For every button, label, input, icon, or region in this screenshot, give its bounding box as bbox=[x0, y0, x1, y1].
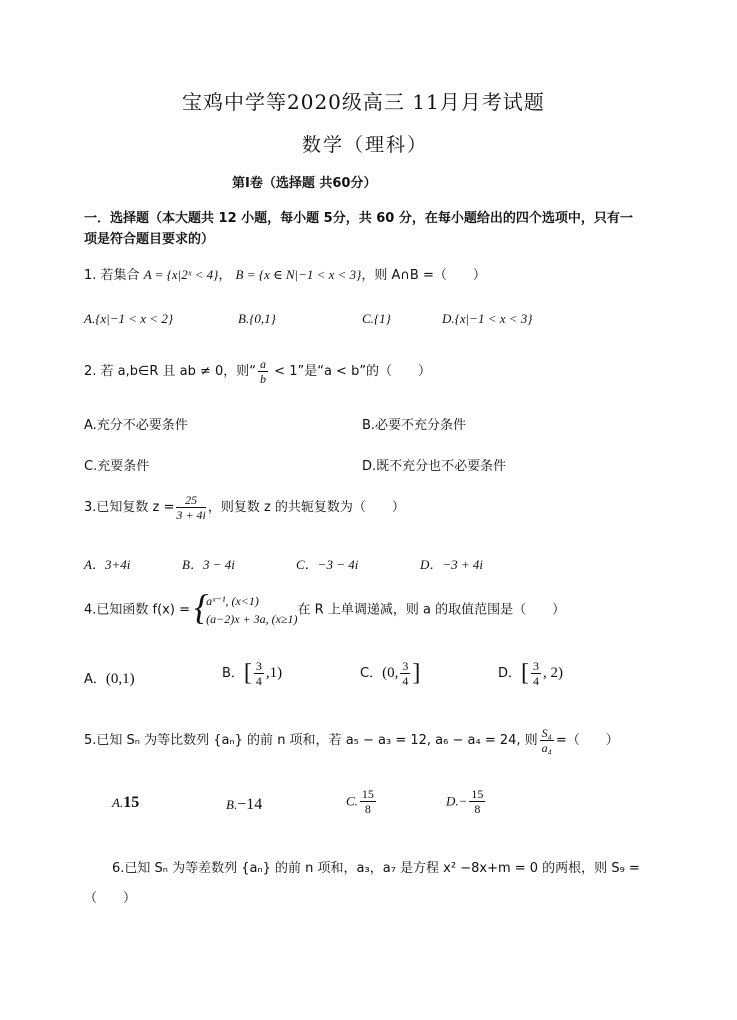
question-text-end: =（ ） bbox=[555, 733, 619, 748]
denominator: 8 bbox=[474, 802, 481, 816]
numerator: 3 bbox=[255, 659, 262, 673]
denominator: 3 + 4i bbox=[176, 508, 206, 522]
option-label: C． bbox=[360, 666, 383, 681]
denominator: a₄ bbox=[541, 741, 552, 755]
numerator: 3 bbox=[533, 659, 540, 673]
q5-option-b bbox=[226, 796, 262, 814]
denominator: b bbox=[260, 372, 267, 386]
question-text-end: ，则复数 z 的共轭复数为（ ） bbox=[207, 500, 405, 515]
interval-end: , 2) bbox=[543, 665, 564, 681]
q5-option-d bbox=[446, 788, 487, 815]
fraction bbox=[176, 494, 205, 521]
set-b: B = {x ∈ N|−1 < x < 3} bbox=[235, 267, 362, 282]
separator: ， bbox=[218, 268, 232, 283]
option-value: −14 bbox=[237, 796, 263, 813]
numerator: 15 bbox=[361, 787, 374, 801]
option-label: B. bbox=[226, 797, 238, 812]
fraction bbox=[540, 727, 554, 754]
fraction bbox=[531, 660, 541, 687]
numerator: 25 bbox=[176, 494, 205, 508]
question-text: 已知函数 f(x) = bbox=[96, 602, 190, 618]
brace-icon: { bbox=[194, 587, 209, 627]
question-text: 若 a,b∈R 且 ab ≠ 0，则“ bbox=[100, 364, 257, 379]
q1-option-a: A.{x|−1 < x < 2} bbox=[84, 311, 174, 326]
section-instructions-line2: 项是符合题目要求的） bbox=[84, 232, 215, 247]
question-text: 已知 Sₙ 为等比数列 {aₙ} 的前 n 项和，若 a₅ − a₃ = 12, a₆ − a₄ = 24, 则 bbox=[96, 733, 538, 748]
fraction bbox=[360, 788, 376, 815]
question-text-end: 在 R 上单调递减，则 a 的取值范围是（ ） bbox=[297, 602, 566, 618]
subject-title: 数学（理科） bbox=[302, 134, 429, 156]
q2-option-b: B.必要不充分条件 bbox=[362, 418, 467, 433]
question-5 bbox=[84, 727, 619, 754]
question-number: 1. bbox=[84, 268, 97, 283]
q1-option-c: C.{1} bbox=[362, 311, 391, 326]
q1-option-b: B.{0,1} bbox=[238, 311, 276, 326]
denominator: 4 bbox=[533, 674, 540, 688]
option-label: A． bbox=[84, 672, 106, 687]
q2-option-c: C.充要条件 bbox=[84, 459, 150, 474]
numerator: 3 bbox=[402, 659, 409, 673]
q5-option-a bbox=[112, 794, 139, 812]
question-number: 4. bbox=[84, 602, 97, 618]
question-1 bbox=[84, 264, 486, 283]
question-3 bbox=[84, 494, 405, 521]
piece-2: (a−2)x + 3a, (x≥1) bbox=[206, 612, 298, 626]
q2-option-d: D.既不充分也不必要条件 bbox=[362, 459, 507, 474]
option-label: C. bbox=[346, 793, 358, 809]
fraction bbox=[254, 660, 264, 687]
q4-option-d bbox=[498, 660, 563, 687]
q3-option-b: B．3 − 4i bbox=[182, 557, 235, 572]
q1-option-d: D.{x|−1 < x < 3} bbox=[442, 311, 533, 326]
numerator: 15 bbox=[471, 787, 484, 801]
question-2 bbox=[84, 358, 431, 385]
piecewise-function bbox=[194, 587, 298, 628]
set-a: A = {x|2ˣ < 4} bbox=[143, 267, 219, 282]
fraction bbox=[469, 788, 485, 815]
interval-end: ,1) bbox=[265, 665, 283, 681]
q4-option-a bbox=[84, 668, 135, 688]
question-text-end: ，则 A∩B =（ ） bbox=[361, 268, 486, 283]
exam-title: 宝鸡中学等2020级高三 11月月考试题 bbox=[182, 90, 545, 114]
bracket: [ bbox=[521, 660, 530, 686]
option-label: D.− bbox=[446, 793, 468, 809]
question-number: 3. bbox=[84, 500, 97, 515]
q4-option-c bbox=[360, 660, 420, 687]
denominator: 4 bbox=[255, 674, 262, 688]
numerator: a bbox=[260, 357, 267, 371]
q3-option-a: A．3+4i bbox=[84, 557, 131, 572]
option-value: (0,1) bbox=[105, 671, 135, 687]
fraction bbox=[258, 358, 268, 385]
question-text: 已知复数 z = bbox=[96, 500, 175, 515]
question-text: 若集合 bbox=[100, 268, 140, 283]
question-6-answer-blank: （ ） bbox=[84, 891, 137, 906]
fraction bbox=[400, 660, 410, 687]
bracket: [ bbox=[243, 660, 252, 686]
q2-option-a: A.充分不必要条件 bbox=[84, 418, 188, 433]
question-6: 6.已知 Sₙ 为等差数列 {aₙ} 的前 n 项和，a₃，a₇ 是方程 x² −8x+m = 0 的两根，则 S₉ = bbox=[112, 861, 640, 876]
question-4 bbox=[84, 587, 566, 628]
section-instructions-line1: 一．选择题（本大题共 12 小题，每小题 5分，共 60 分，在每小题给出的四个选项中，只有一 bbox=[84, 211, 633, 226]
denominator: 4 bbox=[402, 674, 409, 688]
question-number: 5. bbox=[84, 733, 97, 748]
option-value: 15 bbox=[123, 794, 140, 811]
q5-option-c bbox=[346, 788, 378, 815]
bracket: ] bbox=[412, 660, 421, 686]
question-text-end: < 1”是“a < b”的（ ） bbox=[270, 364, 432, 379]
q3-option-c: C．−3 − 4i bbox=[296, 557, 359, 572]
option-label: B． bbox=[222, 666, 244, 681]
interval-start: (0, bbox=[382, 665, 399, 681]
q4-option-b bbox=[222, 660, 282, 687]
part-title: 第Ⅰ卷（选择题 共60分） bbox=[232, 176, 377, 191]
numerator: S₄ bbox=[541, 726, 552, 740]
option-label: D． bbox=[498, 666, 522, 681]
option-label: A. bbox=[112, 795, 124, 810]
question-number: 2. bbox=[84, 364, 97, 379]
q3-option-d: D．−3 + 4i bbox=[420, 557, 484, 572]
piece-1: aˣ⁻¹, (x<1) bbox=[206, 594, 259, 608]
denominator: 8 bbox=[364, 802, 371, 816]
